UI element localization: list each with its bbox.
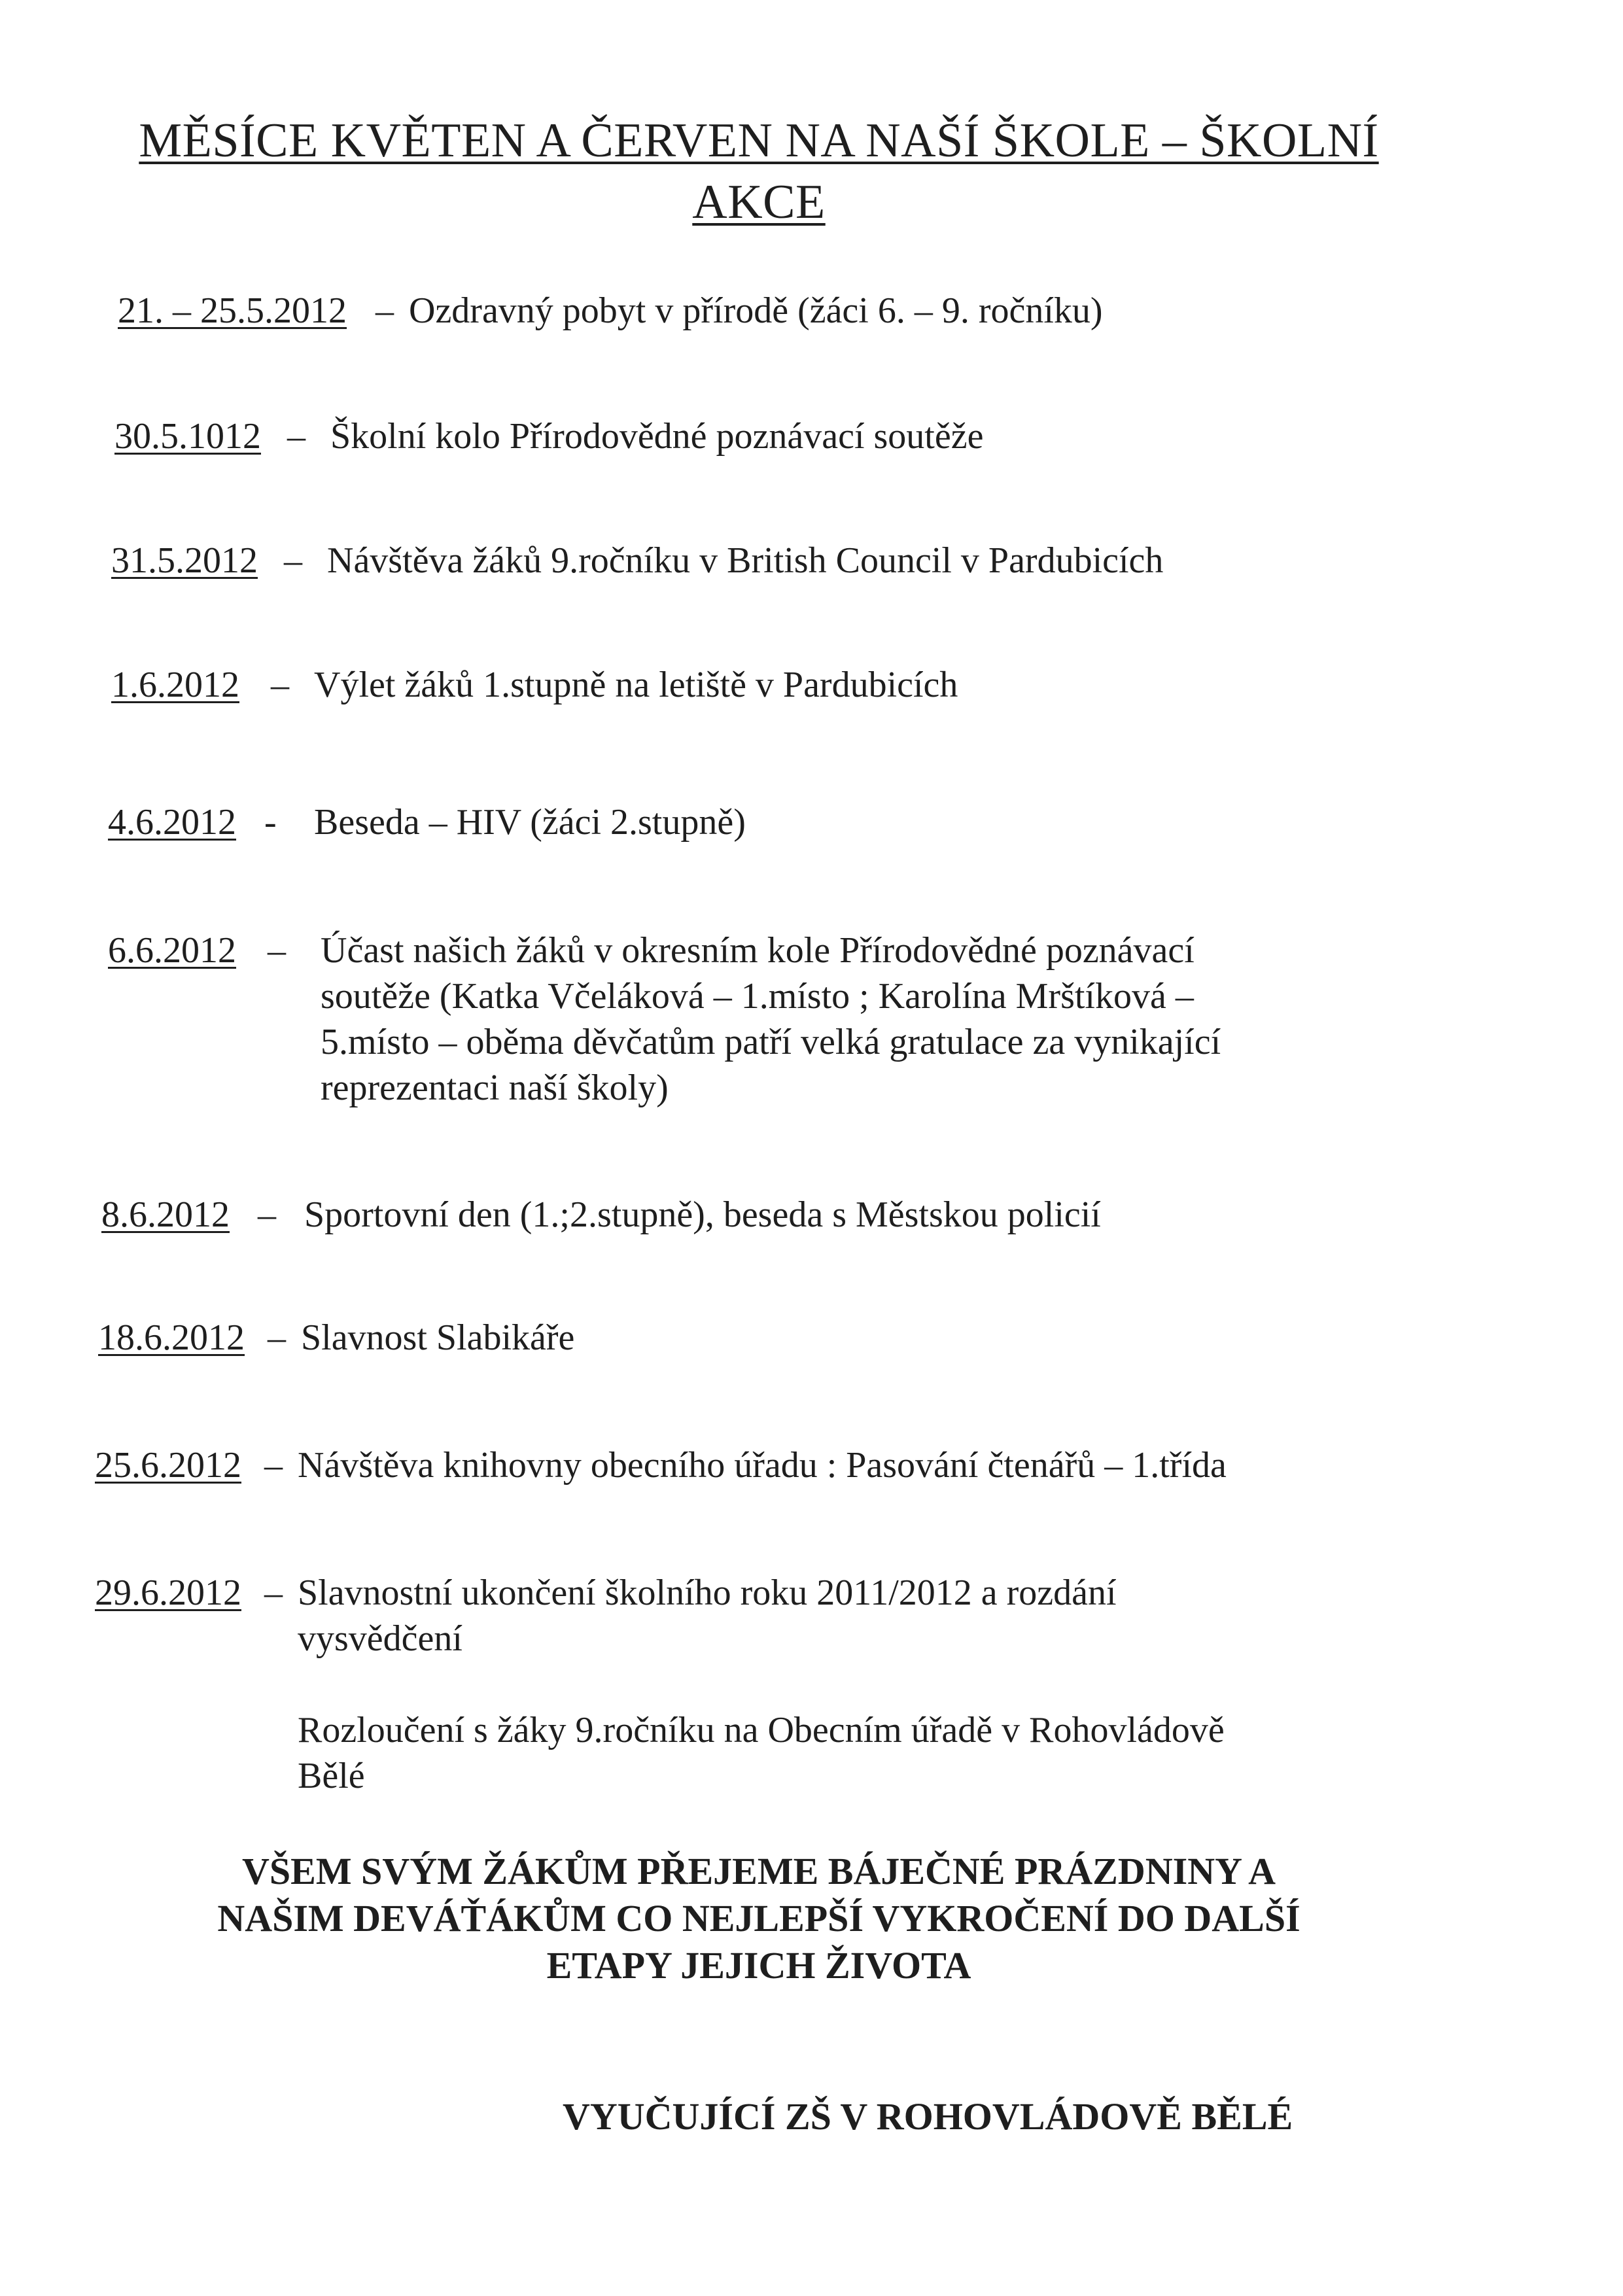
event-separator: – <box>255 1445 292 1486</box>
event-separator: – <box>249 1194 285 1235</box>
event-description: Návštěva knihovny obecního úřadu : Pasování čtenářů – 1.třída <box>298 1445 1227 1486</box>
signature: VYUČUJÍCÍ ZŠ V ROHOVLÁDOVĚ BĚLÉ <box>563 2095 1293 2138</box>
event-description: Ozdravný pobyt v přírodě (žáci 6. – 9. ročníku) <box>409 290 1103 331</box>
event-date: 31.5.2012 <box>111 540 258 581</box>
document-title-line2: AKCE <box>692 175 826 229</box>
event-separator: – <box>278 416 315 457</box>
event-description: Sportovní den (1.;2.stupně), beseda s Městskou policií <box>304 1194 1101 1235</box>
event-separator: – <box>255 1573 292 1613</box>
event-date: 21. – 25.5.2012 <box>118 290 347 331</box>
event-date: 30.5.1012 <box>114 416 261 457</box>
document-title-line1: MĚSÍCE KVĚTEN A ČERVEN NA NAŠÍ ŠKOLE – ŠKOLNÍ <box>139 114 1379 167</box>
event-date: 6.6.2012 <box>108 930 236 971</box>
event-date: 18.6.2012 <box>98 1317 245 1358</box>
event-date: 25.6.2012 <box>95 1445 241 1486</box>
event-description: Slavnost Slabikáře <box>301 1317 575 1358</box>
event-date: 4.6.2012 <box>108 802 236 843</box>
event-date: 8.6.2012 <box>101 1194 230 1235</box>
event-date: 29.6.2012 <box>95 1573 241 1613</box>
event-separator: - <box>255 802 286 843</box>
closing-wishes: VŠEM SVÝM ŽÁKŮM PŘEJEME BÁJEČNÉ PRÁZDNINY A NAŠIM DEVÁŤÁKŮM CO NEJLEPŠÍ VYKROČENÍ DO DALŠÍ ETAPY JEJICH ŽIVOTA <box>217 1850 1300 1987</box>
event-description: Slavnostní ukončení školního roku 2011/2012 a rozdání vysvědčení Rozloučení s žáky 9.ročníku na Obecním úřadě v Rohovládově Bělé <box>298 1573 1225 1796</box>
event-separator: – <box>258 930 295 971</box>
event-separator: – <box>275 540 311 581</box>
event-separator: – <box>366 290 403 331</box>
event-description: Výlet žáků 1.stupně na letiště v Pardubicích <box>314 665 958 705</box>
event-separator: – <box>258 1317 295 1358</box>
event-separator: – <box>262 665 298 705</box>
event-description: Účast našich žáků v okresním kole Přírodovědné poznávací soutěže (Katka Včeláková – 1.místo ; Karolína Mrštíková – 5.místo – oběma děvčatům patří velká gratulace za vynikající reprezentaci naší školy) <box>321 930 1221 1108</box>
event-date: 1.6.2012 <box>111 665 239 705</box>
event-description: Návštěva žáků 9.ročníku v British Council v Pardubicích <box>327 540 1164 581</box>
event-description: Beseda – HIV (žáci 2.stupně) <box>314 802 746 843</box>
event-description: Školní kolo Přírodovědné poznávací soutěže <box>330 416 984 457</box>
